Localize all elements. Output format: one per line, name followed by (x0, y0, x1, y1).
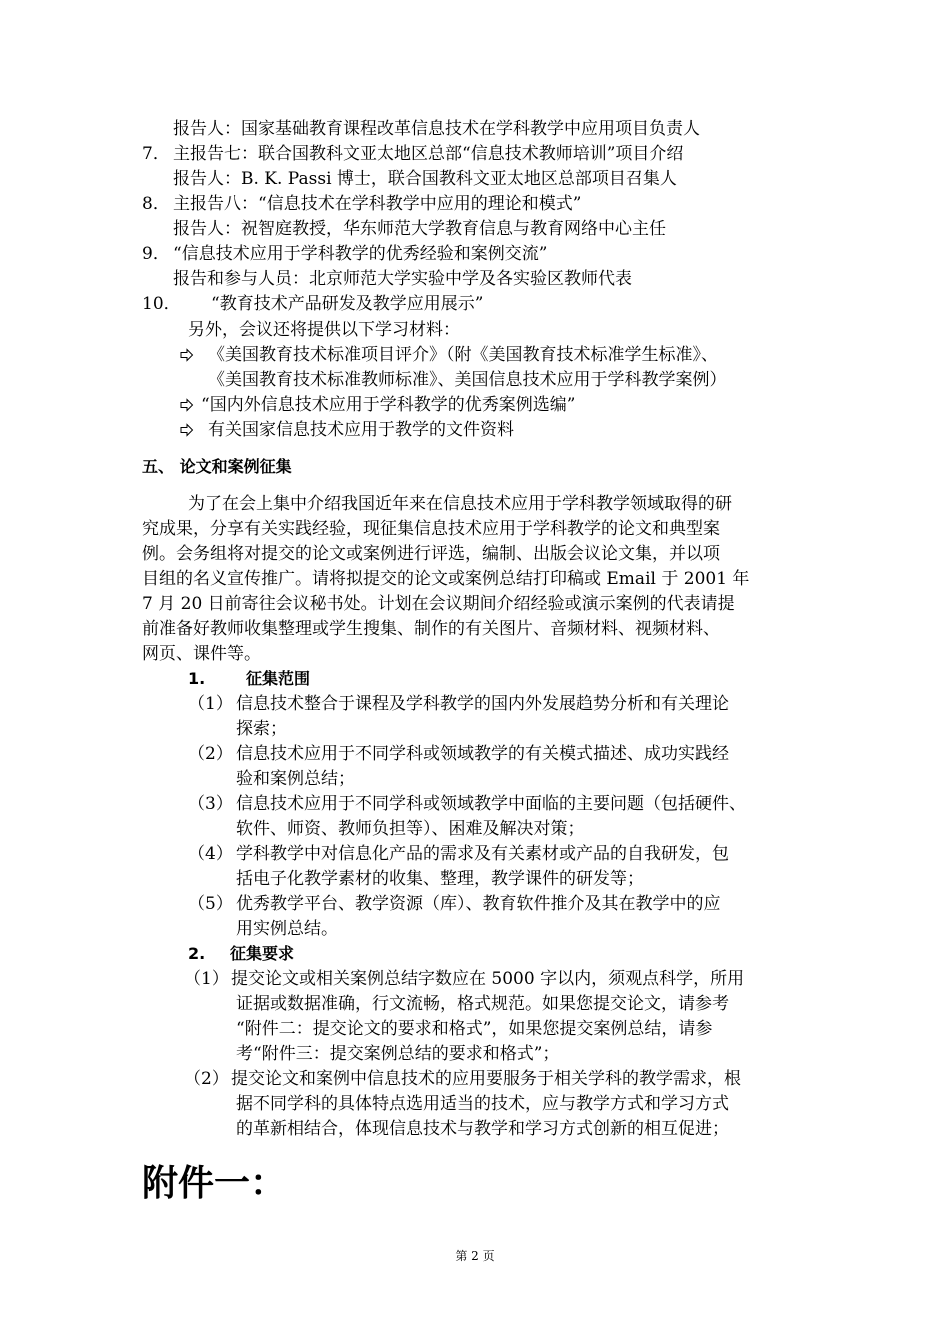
scope-1-number: （1） (188, 694, 233, 714)
para-line-5: 7 月 20 日前寄往会议秘书处。计划在会议期间介绍经验或演示案例的代表请提 (142, 594, 735, 614)
para-line-1: 为了在会上集中介绍我国近年来在信息技术应用于学科教学领域取得的研 (188, 494, 732, 514)
req-2-number: （2） (184, 1069, 229, 1089)
reporter-7: 报告人：B. K. Passi 博士，联合国教科文亚太地区总部项目召集人 (173, 169, 677, 189)
requirements-title: 征集要求 (230, 944, 295, 963)
section-5-heading: 五、 论文和案例征集 (142, 457, 292, 476)
req-1-line-2: 证据或数据准确，行文流畅，格式规范。如果您提交论文，请参考 (236, 994, 729, 1014)
scope-3-number: （3） (188, 794, 233, 814)
para-line-2: 究成果，分享有关实践经验，现征集信息技术应用于学科教学的论文和典型案 (142, 519, 720, 539)
req-2-line-3: 的革新相结合，体现信息技术与教学和学习方式创新的相互促进； (236, 1119, 729, 1139)
material-1-line-1: 《美国教育技术标准项目评介》（附《美国教育技术标准学生标准》、 (208, 345, 718, 365)
attachment-title: 附件一： (142, 1163, 287, 1204)
item-9-number: 9． (142, 244, 170, 264)
arrow-right-outline-icon (180, 348, 194, 362)
scope-number: 1. (188, 669, 206, 688)
para-line-3: 例。会务组将对提交的论文或案例进行评选，编制、出版会议论文集，并以项 (142, 544, 720, 564)
para-line-7: 网页、课件等。 (142, 644, 261, 664)
item-7: 主报告七：联合国教科文亚太地区总部“信息技术教师培训”项目介绍 (173, 144, 684, 164)
scope-2-number: （2） (188, 744, 233, 764)
scope-1-line-1: 信息技术整合于课程及学科教学的国内外发展趋势分析和有关理论 (236, 694, 729, 714)
scope-4-line-1: 学科教学中对信息化产品的需求及有关素材或产品的自我研发，包 (236, 844, 729, 864)
reporter-6: 报告人：国家基础教育课程改革信息技术在学科教学中应用项目负责人 (173, 119, 700, 139)
req-1-number: （1） (184, 969, 229, 989)
scope-4-number: （4） (188, 844, 233, 864)
item-10-number: 10． (142, 294, 181, 314)
scope-2-line-1: 信息技术应用于不同学科或领域教学的有关模式描述、成功实践经 (236, 744, 729, 764)
req-2-line-1: 提交论文和案例中信息技术的应用要服务于相关学科的教学需求，根 (231, 1069, 741, 1089)
material-1-line-2: 《美国教育技术标准教师标准》、美国信息技术应用于学科教学案例） (208, 370, 727, 390)
material-3: 有关国家信息技术应用于教学的文件资料 (208, 420, 514, 440)
arrow-right-outline-icon (180, 423, 194, 437)
req-1-line-4: 考“附件三：提交案例总结的要求和格式”； (236, 1044, 560, 1064)
item-9: “信息技术应用于学科教学的优秀经验和案例交流” (173, 244, 548, 264)
page-number: 第 2 页 (455, 1249, 495, 1263)
reporter-8: 报告人：祝智庭教授，华东师范大学教育信息与教育网络中心主任 (173, 219, 666, 239)
item-7-number: 7． (142, 144, 170, 164)
scope-5-line-1: 优秀教学平台、教学资源（库）、教育软件推介及其在教学中的应 (236, 894, 721, 914)
item-8: 主报告八：“信息技术在学科教学中应用的理论和模式” (173, 194, 582, 214)
scope-4-line-2: 括电子化教学素材的收集、整理，教学课件的研发等； (236, 869, 644, 889)
requirements-number: 2. (188, 944, 206, 963)
item-10: “教育技术产品研发及教学应用展示” (211, 294, 484, 314)
req-2-line-2: 据不同学科的具体特点选用适当的技术，应与教学方式和学习方式 (236, 1094, 729, 1114)
scope-1-line-2: 探索； (236, 719, 287, 739)
para-line-6: 前准备好教师收集整理或学生搜集、制作的有关图片、音频材料、视频材料、 (142, 619, 720, 639)
reporter-9: 报告和参与人员：北京师范大学实验中学及各实验区教师代表 (173, 269, 632, 289)
arrow-right-outline-icon (180, 398, 194, 412)
scope-3-line-2: 软件、师资、教师负担等）、困难及解决对策； (236, 819, 585, 839)
scope-3-line-1: 信息技术应用于不同学科或领域教学中面临的主要问题（包括硬件、 (236, 794, 746, 814)
material-2: “国内外信息技术应用于学科教学的优秀案例选编” (201, 395, 576, 415)
para-line-4: 目组的名义宣传推广。请将拟提交的论文或案例总结打印稿或 Email 于 2001 年 (142, 569, 750, 589)
scope-title: 征集范围 (246, 669, 311, 688)
scope-5-number: （5） (188, 894, 233, 914)
req-1-line-3: “附件二：提交论文的要求和格式”，如果您提交案例总结，请参 (236, 1019, 713, 1039)
item-8-number: 8． (142, 194, 170, 214)
scope-2-line-2: 验和案例总结； (236, 769, 355, 789)
scope-5-line-2: 用实例总结。 (236, 919, 338, 939)
req-1-line-1: 提交论文或相关案例总结字数应在 5000 字以内，须观点科学，所用 (231, 969, 745, 989)
materials-intro: 另外，会议还将提供以下学习材料： (188, 320, 460, 340)
